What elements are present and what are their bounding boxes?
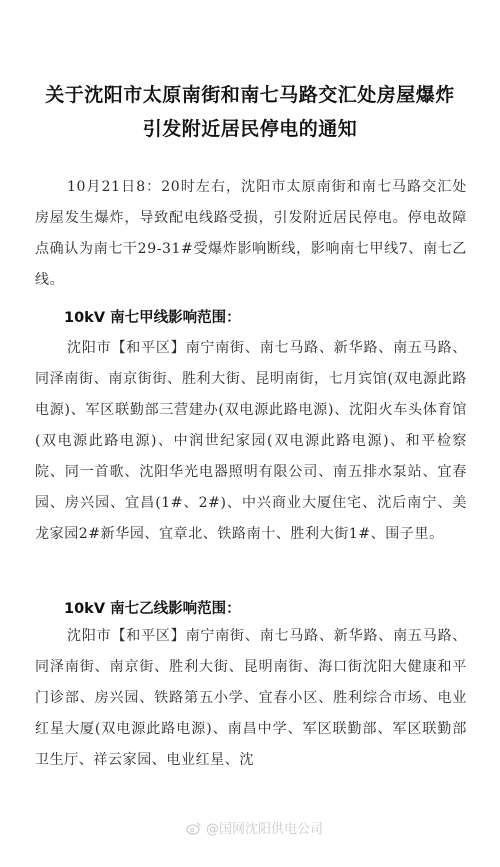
section1-heading: 10kV 南七甲线影响范围： <box>64 310 241 326</box>
section1-text: 沈阳市【和平区】南宁南街、南七马路、新华路、南五马路、同泽南街、南京街街、胜利大街、昆明南街，七月宾馆(双电源此路电源)、军区联勤部三营建办(双电源此路电源)、沈阳火车头体育馆(双电源此路电源)、中润世纪家园(双电源此路电源)、和平检察院、同一首歌、沈阳华光电器照明有限公司、南五排水泵站、宜春园、房兴园、宜昌(1#、2#)、中兴商业大厦住宅、沈后南宁、美龙家园2#新华园、宜章北、铁路南十、胜利大街1#、围子里。 <box>35 340 467 542</box>
watermark <box>186 818 323 837</box>
intro-paragraph: 10月21日8：20时左右，沈阳市太原南街和南七马路交汇处房屋发生爆炸，导致配电线路受损，引发附近居民停电。停电故障点确认为南七干29-31#受爆炸影响断线，影响南七甲线7、南七乙线。 <box>35 179 467 288</box>
notice-title-line2: 引发附近居民停电的通知 <box>142 118 358 140</box>
watermark-text: @国网沈阳供电公司 <box>206 822 324 837</box>
section2-heading: 10kV 南七乙线影响范围： <box>64 601 241 617</box>
section2-text: 沈阳市【和平区】南宁南街、南七马路、新华路、南五马路、同泽南街、南京街、胜利大街、昆明南街、海口街沈阳大健康和平门诊部、房兴园、铁路第五小学、宜春小区、胜利综合市场、电业红星大厦(双电源此路电源)、南昌中学、军区联勤部、军区联勤部卫生厅、祥云家园、电业红星、沈 <box>35 628 467 768</box>
notice-title-line1: 关于沈阳市太原南街和南七马路交汇处房屋爆炸 <box>45 84 455 106</box>
weibo-icon <box>186 821 202 835</box>
